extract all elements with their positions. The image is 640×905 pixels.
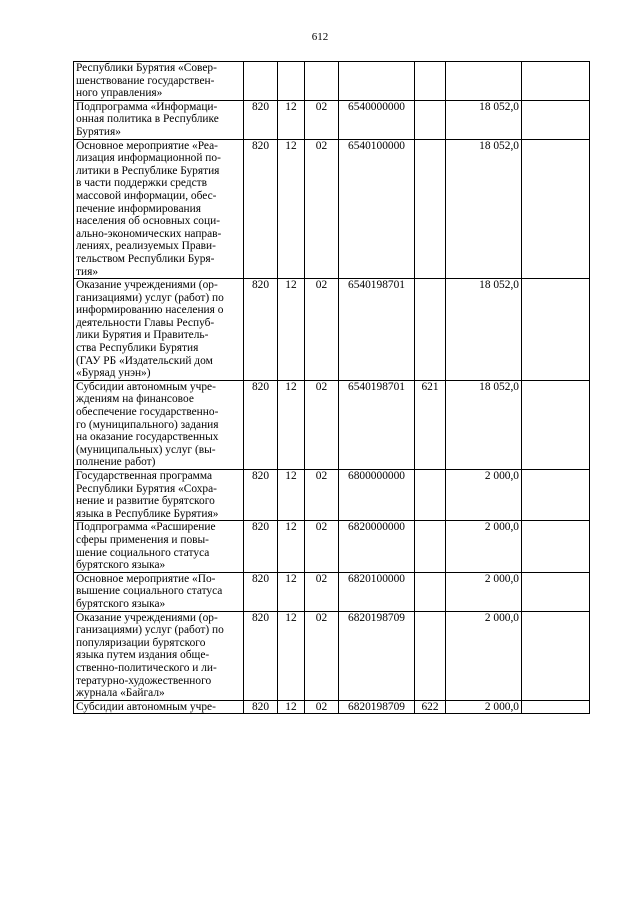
extra-cell	[522, 611, 590, 700]
amount-cell: 2 000,0	[446, 611, 522, 700]
ministry-code-cell: 820	[244, 139, 278, 279]
amount-cell: 18 052,0	[446, 380, 522, 469]
page-number: 612	[311, 31, 329, 43]
item-name-line: деятельности Главы Респуб-	[76, 316, 215, 329]
item-name-line: Оказание учреждениями (ор-	[76, 279, 218, 292]
item-name-cell	[74, 380, 244, 469]
table-row	[74, 611, 590, 700]
ministry-code-cell: 820	[244, 380, 278, 469]
extra-cell	[522, 470, 590, 521]
section-code-cell: 12	[278, 100, 305, 139]
item-name-line: ждениям на финансовое	[76, 393, 194, 406]
item-name-line: нение и развитие бурятского	[76, 495, 215, 508]
expense-type-cell	[415, 572, 446, 611]
target-article-cell: 6800000000	[339, 470, 415, 521]
item-name-line: Республики Бурятия «Сохра-	[76, 482, 217, 495]
subsection-code-cell: 02	[305, 279, 339, 381]
table-row	[74, 62, 590, 101]
amount-cell: 18 052,0	[446, 279, 522, 381]
extra-cell	[522, 380, 590, 469]
item-name-line: сферы применения и повы-	[76, 533, 209, 546]
item-name-line: Оказание учреждениями (ор-	[76, 611, 218, 624]
item-name-line: полнение работ)	[76, 456, 156, 469]
item-name-line: шенствование государствен-	[76, 74, 215, 87]
subsection-code-cell: 02	[305, 611, 339, 700]
ministry-code-cell: 820	[244, 521, 278, 572]
item-name-line: (ГАУ РБ «Издательский дом	[76, 354, 213, 367]
item-name-line: Основное мероприятие «Реа-	[76, 139, 218, 152]
amount-cell: 2 000,0	[446, 572, 522, 611]
item-name-cell	[74, 611, 244, 700]
section-code-cell: 12	[278, 572, 305, 611]
subsection-code-cell: 02	[305, 572, 339, 611]
item-name-line: ственно-политического и ли-	[76, 661, 217, 674]
target-article-cell: 6820000000	[339, 521, 415, 572]
item-name-line: тельством Республики Буря-	[76, 252, 215, 265]
extra-cell	[522, 100, 590, 139]
amount-cell: 2 000,0	[446, 521, 522, 572]
expense-type-cell: 621	[415, 380, 446, 469]
item-name-line: го (муниципального) задания	[76, 418, 219, 431]
table-row	[74, 572, 590, 611]
item-name-line: Бурятия»	[76, 125, 121, 138]
expense-type-cell	[415, 139, 446, 279]
item-name-line: Подпрограмма «Информаци-	[76, 100, 218, 113]
subsection-code-cell: 02	[305, 521, 339, 572]
expense-type-cell	[415, 611, 446, 700]
amount-cell: 2 000,0	[446, 470, 522, 521]
section-code-cell: 12	[278, 279, 305, 381]
item-name-cell	[74, 139, 244, 279]
extra-cell	[522, 700, 590, 714]
item-name-line: на оказание государственных	[76, 431, 219, 444]
item-name-line: шение социального статуса	[76, 546, 210, 559]
extra-cell	[522, 279, 590, 381]
section-code-cell: 12	[278, 470, 305, 521]
item-name-cell	[74, 62, 244, 101]
subsection-code-cell: 02	[305, 139, 339, 279]
table-row	[74, 470, 590, 521]
item-name-line: языка в Республике Бурятия»	[76, 507, 219, 520]
item-name-line: вышение социального статуса	[76, 585, 223, 598]
ministry-code-cell: 820	[244, 279, 278, 381]
item-name-cell	[74, 100, 244, 139]
section-code-cell: 12	[278, 700, 305, 714]
item-name-cell	[74, 470, 244, 521]
section-code-cell: 12	[278, 380, 305, 469]
target-article-cell: 6540100000	[339, 139, 415, 279]
item-name-line: лизация информационной по-	[76, 152, 221, 165]
extra-cell	[522, 139, 590, 279]
item-name-line: тия»	[76, 265, 99, 278]
item-name-line: (муниципальных) услуг (вы-	[76, 443, 216, 456]
item-name-line: языка путем издания обще-	[76, 649, 210, 662]
extra-cell	[522, 521, 590, 572]
target-article-cell: 6540000000	[339, 100, 415, 139]
item-name-line: онная политика в Республике	[76, 113, 219, 126]
item-name-line: популяризации бурятского	[76, 636, 206, 649]
item-name-line: Государственная программа	[76, 470, 213, 482]
item-name-line: населения об основных соци-	[76, 215, 220, 228]
item-name-line: Основное мероприятие «По-	[76, 572, 216, 585]
item-name-line: информированию населения о	[76, 304, 224, 317]
subsection-code-cell: 02	[305, 700, 339, 714]
ministry-code-cell: 820	[244, 700, 278, 714]
item-name-cell	[74, 521, 244, 572]
item-name-line: ально-экономических направ-	[76, 227, 222, 240]
expense-type-cell	[415, 100, 446, 139]
expense-type-cell	[415, 279, 446, 381]
item-name-line: Субсидии автономным учре-	[76, 380, 216, 393]
item-name-line: массовой информации, обес-	[76, 189, 217, 202]
table-row	[74, 380, 590, 469]
item-name-line: Подпрограмма «Расширение	[76, 521, 216, 534]
ministry-code-cell: 820	[244, 100, 278, 139]
ministry-code-cell: 820	[244, 611, 278, 700]
subsection-code-cell	[305, 62, 339, 101]
expense-type-cell	[415, 521, 446, 572]
ministry-code-cell	[244, 62, 278, 101]
amount-cell: 18 052,0	[446, 139, 522, 279]
item-name-cell	[74, 279, 244, 381]
item-name-line: бурятского языка»	[76, 597, 166, 610]
target-article-cell: 6820100000	[339, 572, 415, 611]
table-row	[74, 139, 590, 279]
item-name-cell	[74, 572, 244, 611]
target-article-cell	[339, 62, 415, 101]
amount-cell: 2 000,0	[446, 700, 522, 714]
subsection-code-cell: 02	[305, 470, 339, 521]
item-name-line: лики Бурятия и Правитель-	[76, 329, 209, 342]
subsection-code-cell: 02	[305, 100, 339, 139]
item-name-line: бурятского языка»	[76, 559, 166, 572]
expense-type-cell: 622	[415, 700, 446, 714]
item-name-line: литики в Республике Бурятия	[76, 164, 220, 177]
item-name-line: тературно-художественного	[76, 674, 212, 687]
table-row	[74, 521, 590, 572]
section-code-cell: 12	[278, 611, 305, 700]
item-name-line: ного управления»	[76, 87, 163, 100]
item-name-line: лениях, реализуемых Прави-	[76, 240, 216, 253]
table-row	[74, 100, 590, 139]
section-code-cell	[278, 62, 305, 101]
section-code-cell: 12	[278, 521, 305, 572]
section-code-cell: 12	[278, 139, 305, 279]
ministry-code-cell: 820	[244, 572, 278, 611]
ministry-code-cell: 820	[244, 470, 278, 521]
item-name-line: ганизациями) услуг (работ) по	[76, 291, 224, 304]
table-row	[74, 700, 590, 714]
subsection-code-cell: 02	[305, 380, 339, 469]
item-name-line: Субсидии автономным учре-	[76, 700, 216, 713]
extra-cell	[522, 572, 590, 611]
item-name-line: в части поддержки средств	[76, 177, 208, 190]
amount-cell	[446, 62, 522, 101]
target-article-cell: 6820198709	[339, 700, 415, 714]
target-article-cell: 6540198701	[339, 279, 415, 381]
item-name-line: ства Республики Бурятия	[76, 342, 199, 355]
item-name-line: журнала «Байгал»	[76, 687, 165, 700]
extra-cell	[522, 62, 590, 101]
item-name-line: печение информирования	[76, 202, 201, 215]
item-name-line: Республики Бурятия «Совер-	[76, 62, 217, 74]
table-row	[74, 279, 590, 381]
item-name-line: обеспечение государственно-	[76, 406, 219, 419]
item-name-line: «Буряад унэн»)	[76, 367, 151, 380]
item-name-line: ганизациями) услуг (работ) по	[76, 624, 224, 637]
target-article-cell: 6540198701	[339, 380, 415, 469]
budget-table	[73, 61, 590, 714]
target-article-cell: 6820198709	[339, 611, 415, 700]
amount-cell: 18 052,0	[446, 100, 522, 139]
expense-type-cell	[415, 62, 446, 101]
item-name-cell	[74, 700, 244, 714]
expense-type-cell	[415, 470, 446, 521]
